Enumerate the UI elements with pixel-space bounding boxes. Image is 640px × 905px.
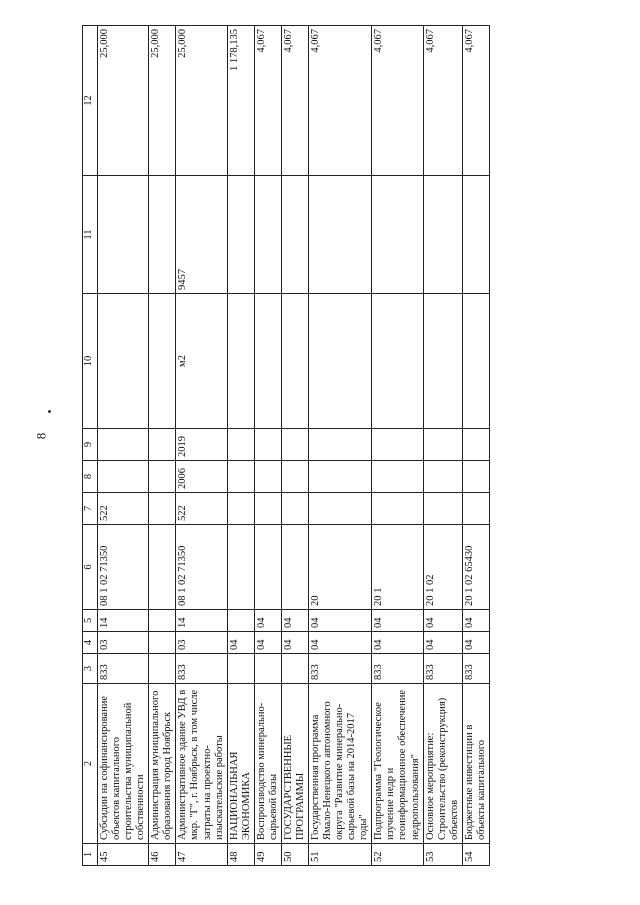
code-cell: 522	[98, 493, 149, 525]
code-cell: 14	[98, 610, 149, 632]
code-cell: 04	[372, 610, 423, 632]
year-cell	[254, 461, 281, 493]
item-name: Государственная программа Ямало-Ненецкого автономного округа "Развитие минерально-сырьевой базы на 2014-2017 годы"	[309, 684, 372, 844]
row-number: 49	[254, 844, 281, 866]
capacity-cell	[98, 176, 149, 294]
code-cell: 04	[462, 632, 489, 654]
row-number: 51	[309, 844, 372, 866]
unit-cell	[281, 294, 308, 429]
table-row	[423, 26, 462, 866]
item-name: Бюджетные инвестиции в объекты капитального	[462, 684, 489, 844]
capacity-cell	[423, 176, 462, 294]
table-row	[149, 26, 176, 866]
code-cell: 833	[423, 654, 462, 684]
code-cell: 04	[254, 632, 281, 654]
amount-cell: 4,067	[309, 26, 372, 176]
code-cell	[149, 632, 176, 654]
year-cell	[423, 429, 462, 461]
code-cell: 04	[309, 632, 372, 654]
rotated-table-container	[82, 26, 602, 866]
code-cell: 04	[281, 610, 308, 632]
page-number: 8	[33, 432, 49, 440]
code-cell	[254, 654, 281, 684]
capacity-cell	[254, 176, 281, 294]
amount-cell: 4,067	[281, 26, 308, 176]
header-cell: 4	[83, 632, 98, 654]
code-cell: 04	[281, 632, 308, 654]
table-row	[462, 26, 489, 866]
unit-cell	[462, 294, 489, 429]
year-cell	[254, 429, 281, 461]
code-cell: 833	[176, 654, 227, 684]
year-cell: 2006	[176, 461, 227, 493]
code-cell	[254, 493, 281, 525]
unit-cell	[227, 294, 254, 429]
header-cell: 9	[83, 429, 98, 461]
row-number: 47	[176, 844, 227, 866]
code-cell	[149, 654, 176, 684]
amount-cell: 4,067	[462, 26, 489, 176]
code-cell	[372, 493, 423, 525]
item-name: Подпрограмма "Геологическое изучение недр и геоинформационное обеспечение недропользования"	[372, 684, 423, 844]
code-cell: 04	[372, 632, 423, 654]
item-name: Основное мероприятие: Строительство (реконструкция) объектов	[423, 684, 462, 844]
header-cell: 6	[83, 525, 98, 610]
year-cell	[372, 461, 423, 493]
code-cell: 04	[227, 632, 254, 654]
year-cell	[149, 429, 176, 461]
year-cell	[227, 461, 254, 493]
capacity-cell: 9457	[176, 176, 227, 294]
code-cell: 03	[176, 632, 227, 654]
item-name: Администрация муниципального образования город Ноябрьск	[149, 684, 176, 844]
code-cell	[227, 654, 254, 684]
row-number: 48	[227, 844, 254, 866]
budget-table	[82, 25, 490, 866]
header-cell: 2	[83, 684, 98, 844]
table-header-row	[83, 26, 98, 866]
year-cell	[372, 429, 423, 461]
item-name: Воспроизводство минерально-сырьевой базы	[254, 684, 281, 844]
year-cell	[462, 461, 489, 493]
item-name: ГОСУДАРСТВЕННЫЕ ПРОГРАММЫ	[281, 684, 308, 844]
header-cell: 10	[83, 294, 98, 429]
year-cell	[423, 461, 462, 493]
amount-cell: 4,067	[372, 26, 423, 176]
capacity-cell	[149, 176, 176, 294]
code-cell: 20 1 02	[423, 525, 462, 610]
capacity-cell	[309, 176, 372, 294]
code-cell	[227, 525, 254, 610]
unit-cell: м2	[176, 294, 227, 429]
year-cell	[281, 429, 308, 461]
code-cell: 833	[462, 654, 489, 684]
table-row	[227, 26, 254, 866]
code-cell	[462, 493, 489, 525]
code-cell: 833	[98, 654, 149, 684]
code-cell	[423, 493, 462, 525]
year-cell: 2019	[176, 429, 227, 461]
header-cell: 8	[83, 461, 98, 493]
item-name: Административное здание УВД в мкр. "Г", г. Ноябрьск, в том числе затраты на проектно-изыскательские работы	[176, 684, 227, 844]
code-cell	[281, 525, 308, 610]
code-cell: 522	[176, 493, 227, 525]
header-cell: 3	[83, 654, 98, 684]
header-cell: 1	[83, 844, 98, 866]
row-number: 52	[372, 844, 423, 866]
year-cell	[462, 429, 489, 461]
unit-cell	[372, 294, 423, 429]
code-cell	[254, 525, 281, 610]
unit-cell	[423, 294, 462, 429]
amount-cell: 4,067	[423, 26, 462, 176]
capacity-cell	[281, 176, 308, 294]
row-number: 45	[98, 844, 149, 866]
scan-speck	[48, 410, 51, 413]
capacity-cell	[227, 176, 254, 294]
code-cell: 04	[462, 610, 489, 632]
unit-cell	[149, 294, 176, 429]
header-cell: 12	[83, 26, 98, 176]
code-cell	[281, 654, 308, 684]
code-cell	[227, 610, 254, 632]
table-row	[98, 26, 149, 866]
code-cell	[281, 493, 308, 525]
code-cell: 833	[309, 654, 372, 684]
table-row	[372, 26, 423, 866]
code-cell: 03	[98, 632, 149, 654]
year-cell	[149, 461, 176, 493]
unit-cell	[254, 294, 281, 429]
amount-cell: 25,000	[176, 26, 227, 176]
unit-cell	[98, 294, 149, 429]
header-cell: 11	[83, 176, 98, 294]
table-row	[176, 26, 227, 866]
header-cell: 7	[83, 493, 98, 525]
code-cell	[309, 493, 372, 525]
row-number: 46	[149, 844, 176, 866]
year-cell	[227, 429, 254, 461]
code-cell: 14	[176, 610, 227, 632]
code-cell: 04	[254, 610, 281, 632]
code-cell: 20 1 02 65430	[462, 525, 489, 610]
code-cell: 08 1 02 71350	[176, 525, 227, 610]
unit-cell	[309, 294, 372, 429]
code-cell	[149, 493, 176, 525]
code-cell	[149, 525, 176, 610]
amount-cell: 25,000	[149, 26, 176, 176]
year-cell	[98, 461, 149, 493]
table-row	[281, 26, 308, 866]
table-row	[254, 26, 281, 866]
row-number: 50	[281, 844, 308, 866]
row-number: 53	[423, 844, 462, 866]
amount-cell: 25,000	[98, 26, 149, 176]
year-cell	[309, 461, 372, 493]
item-name: НАЦИОНАЛЬНАЯ ЭКОНОМИКА	[227, 684, 254, 844]
capacity-cell	[462, 176, 489, 294]
item-name: Субсидии на софинансирование объектов капитального строительства муниципальной собственности	[98, 684, 149, 844]
year-cell	[98, 429, 149, 461]
row-number: 54	[462, 844, 489, 866]
year-cell	[309, 429, 372, 461]
code-cell: 04	[423, 632, 462, 654]
code-cell: 20 1	[372, 525, 423, 610]
year-cell	[281, 461, 308, 493]
amount-cell: 1 178,135	[227, 26, 254, 176]
code-cell	[149, 610, 176, 632]
code-cell: 08 1 02 71350	[98, 525, 149, 610]
code-cell	[227, 493, 254, 525]
code-cell: 04	[309, 610, 372, 632]
header-cell: 5	[83, 610, 98, 632]
code-cell: 20	[309, 525, 372, 610]
code-cell: 833	[372, 654, 423, 684]
capacity-cell	[372, 176, 423, 294]
code-cell: 04	[423, 610, 462, 632]
table-row	[309, 26, 372, 866]
amount-cell: 4,067	[254, 26, 281, 176]
